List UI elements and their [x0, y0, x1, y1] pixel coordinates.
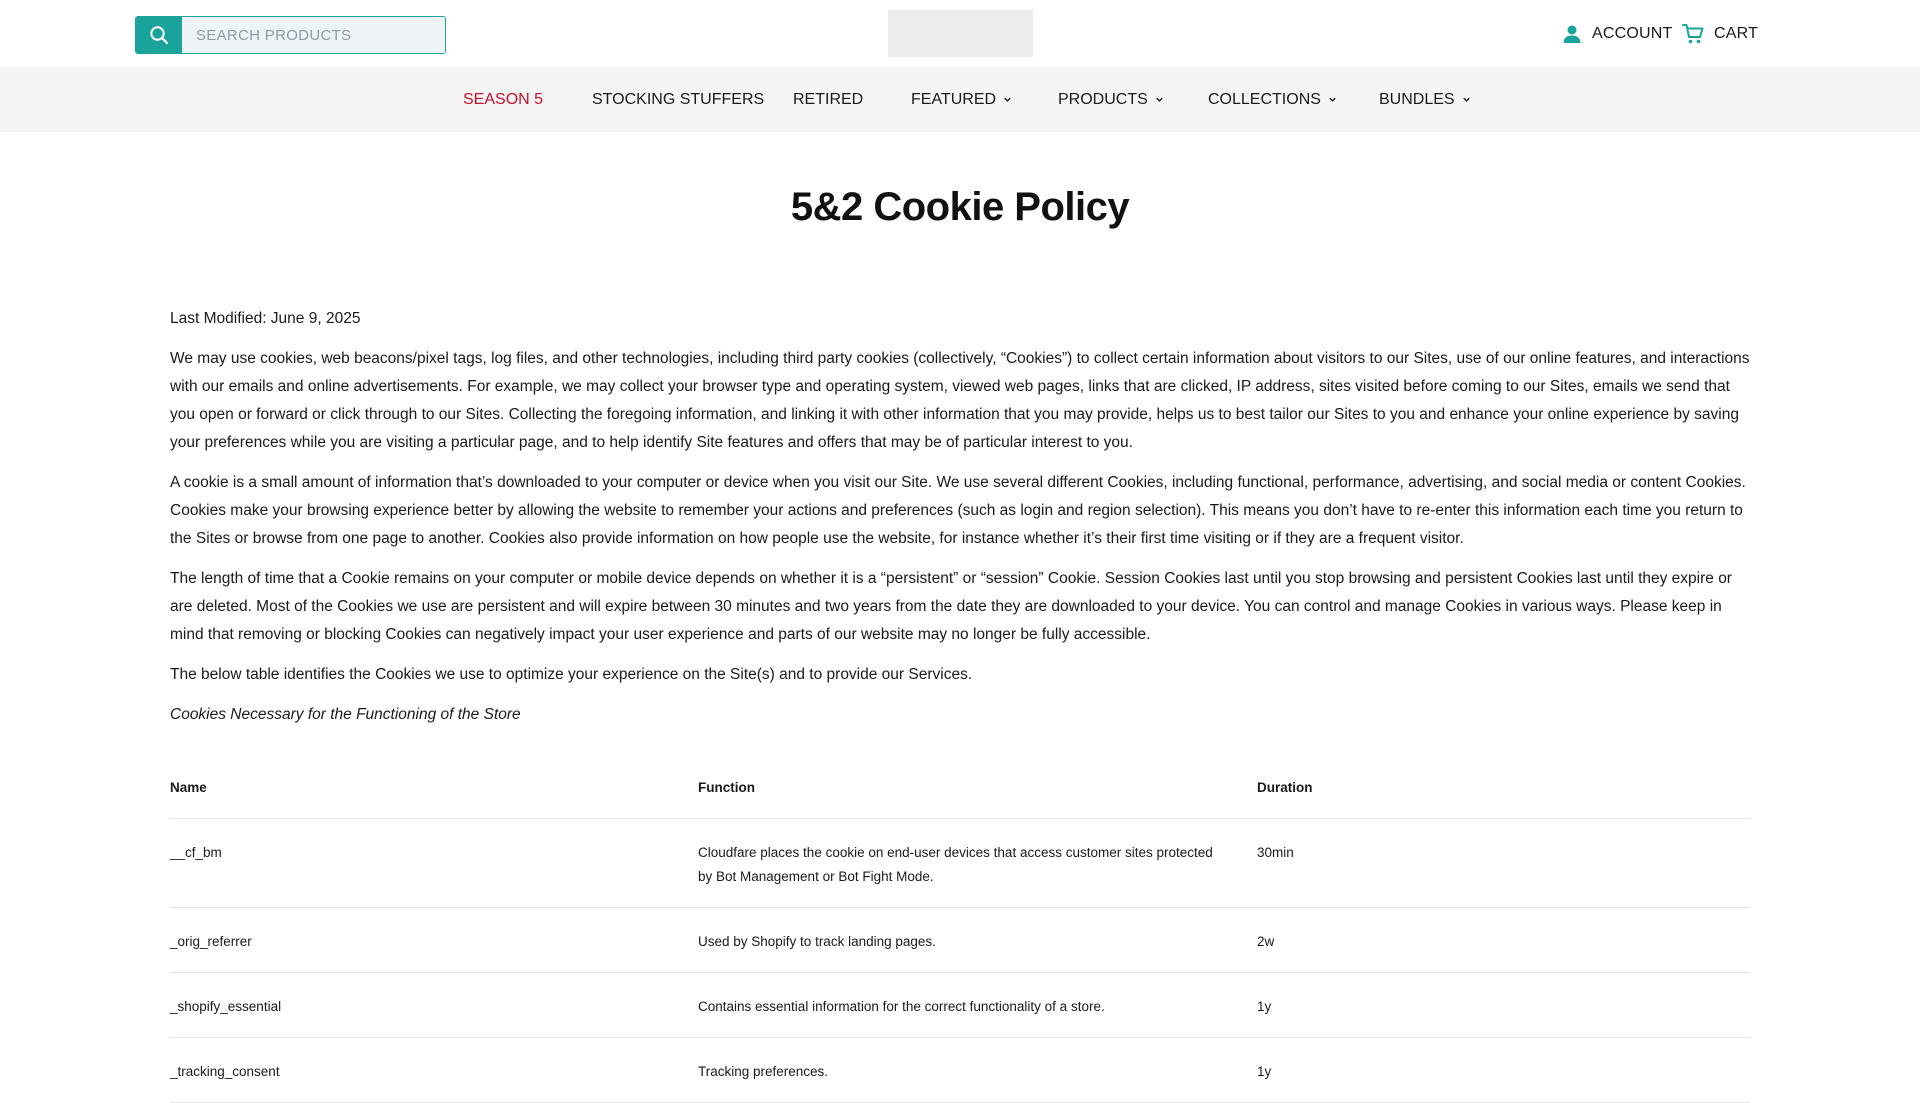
- nav-item-featured[interactable]: [911, 67, 1012, 132]
- nav-item-label: FEATURED: [911, 90, 997, 108]
- search-bar: [135, 16, 446, 54]
- cookie-function: Contains essential information for the correct functionality of a store.: [698, 972, 1257, 1037]
- cart-icon: [1682, 23, 1704, 45]
- nav-item-retired[interactable]: [793, 67, 863, 132]
- nav-item-bundles[interactable]: [1379, 67, 1471, 132]
- account-link[interactable]: [1562, 22, 1673, 46]
- policy-paragraph: The length of time that a Cookie remains on your computer or mobile device depends on whether it is a “persistent” or “session” Cookie. Session Cookies last until you stop browsing and persistent Cookies last until they expire or are deleted. Most of the Cookies we use are persistent and will expire between 30 minutes and two years from the date they are downloaded to your device. You can control and manage Cookies in various ways. Please keep in mind that removing or blocking Cookies can negatively impact your user experience and parts of our website may no longer be fully accessible.: [170, 570, 1732, 643]
- nav-item-season-5[interactable]: [463, 67, 543, 132]
- cookie-name: __cf_bm: [170, 818, 698, 907]
- policy-paragraph: A cookie is a small amount of information that’s downloaded to your computer or device when you visit our Site. We use several different Cookies, including functional, performance, advertising, and social media or content Cookies. Cookies make your browsing experience better by allowing the website to remember your actions and preferences (such as login and region selection). This means you don’t have to re-enter this information each time you return to the Sites or browse from one page to another. Cookies also provide information on how people use the website, for instance whether it’s their first time visiting or if they are a frequent visitor.: [170, 474, 1746, 547]
- search-input[interactable]: [182, 17, 445, 53]
- table-row: [170, 1037, 1750, 1102]
- cookie-name: _tracking_consent: [170, 1037, 698, 1102]
- chevron-down-icon: [1003, 95, 1012, 104]
- cookie-duration: 30min: [1257, 818, 1750, 907]
- page-title: 5&2 Cookie Policy: [790, 185, 1130, 229]
- main-nav: [0, 67, 1920, 132]
- nav-item-label: RETIRED: [793, 90, 864, 108]
- cookie-table: [170, 758, 1750, 1103]
- nav-item-collections[interactable]: [1208, 67, 1337, 132]
- chevron-down-icon: [1328, 95, 1337, 104]
- nav-item-label: COLLECTIONS: [1208, 90, 1321, 108]
- cookie-duration: 2w: [1257, 907, 1750, 972]
- cookie-duration: 1y: [1257, 972, 1750, 1037]
- nav-item-label: PRODUCTS: [1058, 90, 1148, 108]
- cart-label: CART: [1714, 25, 1759, 42]
- policy-content: [170, 305, 1750, 741]
- column-header-name: Name: [170, 758, 698, 818]
- account-label: ACCOUNT: [1592, 25, 1673, 42]
- column-header-function: Function: [698, 758, 1257, 818]
- nav-item-label: STOCKING STUFFERS: [592, 90, 765, 108]
- chevron-down-icon: [1155, 95, 1164, 104]
- section-heading: Cookies Necessary for the Functioning of the Store: [170, 706, 521, 723]
- nav-item-products[interactable]: [1058, 67, 1164, 132]
- table-header-row: [170, 758, 1750, 818]
- cookie-name: _shopify_essential: [170, 972, 698, 1037]
- search-button[interactable]: [136, 17, 182, 53]
- table-row: [170, 907, 1750, 972]
- cookie-function: Cloudfare places the cookie on end-user devices that access customer sites protected by Bot Management or Bot Fight Mode.: [698, 818, 1257, 907]
- cookie-name: _orig_referrer: [170, 907, 698, 972]
- column-header-duration: Duration: [1257, 758, 1750, 818]
- chevron-down-icon: [1462, 95, 1471, 104]
- cookie-function: Tracking preferences.: [698, 1037, 1257, 1102]
- site-header: [0, 0, 1920, 67]
- table-row: [170, 818, 1750, 907]
- nav-item-label: BUNDLES: [1379, 90, 1455, 108]
- policy-paragraph: We may use cookies, web beacons/pixel tags, log files, and other technologies, including third party cookies (collectively, “Cookies”) to collect certain information about visitors to our Sites, use of our online features, and interactions with our emails and online advertisements. For example, we may collect your browser type and operating system, viewed web pages, links that are clicked, IP address, sites visited before coming to our Sites, emails we send that you open or forward or click through to our Sites. Collecting the foregoing information, and linking it with other information that you may provide, helps us to best tailor our Sites to you and enhance your online experience by saving your preferences while you are visiting a particular page, and to help identify Site features and offers that may be of particular interest to you.: [170, 350, 1750, 451]
- search-icon: [149, 25, 169, 45]
- table-row: [170, 972, 1750, 1037]
- last-modified: Last Modified: June 9, 2025: [170, 310, 361, 327]
- cookie-function: Used by Shopify to track landing pages.: [698, 907, 1257, 972]
- nav-item-stocking-stuffers[interactable]: [592, 67, 764, 132]
- site-logo[interactable]: [888, 10, 1033, 57]
- policy-paragraph: The below table identifies the Cookies we use to optimize your experience on the Site(s) and to provide our Services.: [170, 666, 973, 683]
- nav-item-label: SEASON 5: [463, 90, 544, 108]
- cookie-duration: 1y: [1257, 1037, 1750, 1102]
- cart-link[interactable]: [1682, 22, 1758, 46]
- user-icon: [1562, 24, 1582, 44]
